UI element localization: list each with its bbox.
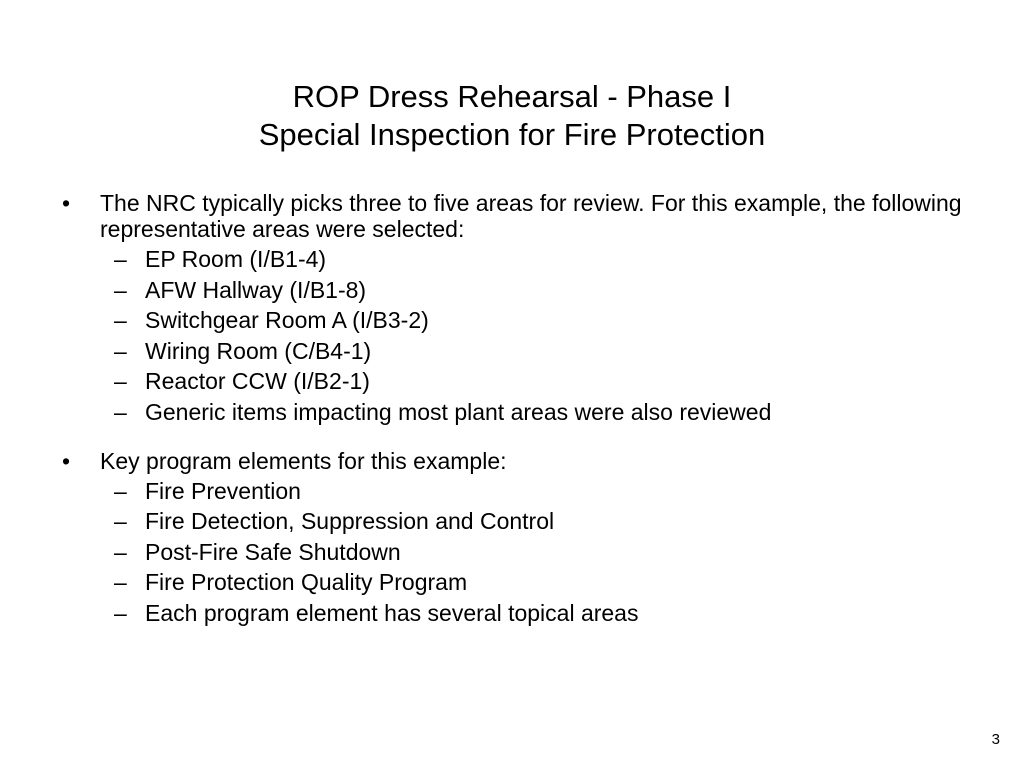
page-number: 3 <box>991 731 1000 748</box>
sub-item-text: AFW Hallway (I/B1-8) <box>145 276 367 303</box>
sub-item <box>100 598 982 629</box>
sub-item-text: Generic items impacting most plant areas were also reviewed <box>145 398 772 425</box>
sub-item-text: Switchgear Room A (I/B3-2) <box>145 307 429 334</box>
slide-body <box>62 190 982 629</box>
sub-item <box>100 366 982 397</box>
title-line-1: ROP Dress Rehearsal - Phase I <box>292 79 732 114</box>
dash-icon: – <box>114 599 127 626</box>
dash-icon: – <box>114 246 127 272</box>
sub-item-text: Fire Detection, Suppression and Control <box>145 508 555 535</box>
bullet-item-areas <box>62 190 982 428</box>
dash-icon: – <box>114 276 127 303</box>
sub-item-text: Each program element has several topical areas <box>145 599 639 626</box>
bullet-text: The NRC typically picks three to five areas for review. For this example, the following representative areas were selected: <box>100 190 962 242</box>
sub-item <box>100 275 982 306</box>
dash-icon: – <box>114 307 127 334</box>
dash-icon: – <box>114 538 127 565</box>
sub-item-text: Fire Protection Quality Program <box>145 569 468 596</box>
dash-icon: – <box>114 477 127 504</box>
sub-list-program-elements <box>100 476 982 629</box>
sub-item-text: EP Room (I/B1-4) <box>145 246 327 272</box>
dash-icon: – <box>114 368 127 395</box>
sub-item <box>100 305 982 336</box>
slide-title <box>0 78 1024 154</box>
sub-list-areas <box>100 244 982 428</box>
dash-icon: – <box>114 398 127 425</box>
bullet-icon: • <box>62 190 71 216</box>
dash-icon: – <box>114 569 127 596</box>
bullet-text: Key program elements for this example: <box>100 447 507 474</box>
sub-item <box>100 336 982 367</box>
title-line-2: Special Inspection for Fire Protection <box>258 117 766 152</box>
sub-item <box>100 567 982 598</box>
bullet-icon: • <box>62 447 71 474</box>
bullet-item-program-elements <box>62 448 982 629</box>
dash-icon: – <box>114 508 127 535</box>
sub-item-text: Wiring Room (C/B4-1) <box>145 337 372 364</box>
sub-item <box>100 244 982 275</box>
sub-item <box>100 397 982 428</box>
sub-item-text: Fire Prevention <box>145 477 301 504</box>
sub-item <box>100 506 982 537</box>
sub-item-text: Reactor CCW (I/B2-1) <box>145 368 370 395</box>
sub-item <box>100 476 982 507</box>
sub-item-text: Post-Fire Safe Shutdown <box>145 538 401 565</box>
dash-icon: – <box>114 337 127 364</box>
sub-item <box>100 537 982 568</box>
